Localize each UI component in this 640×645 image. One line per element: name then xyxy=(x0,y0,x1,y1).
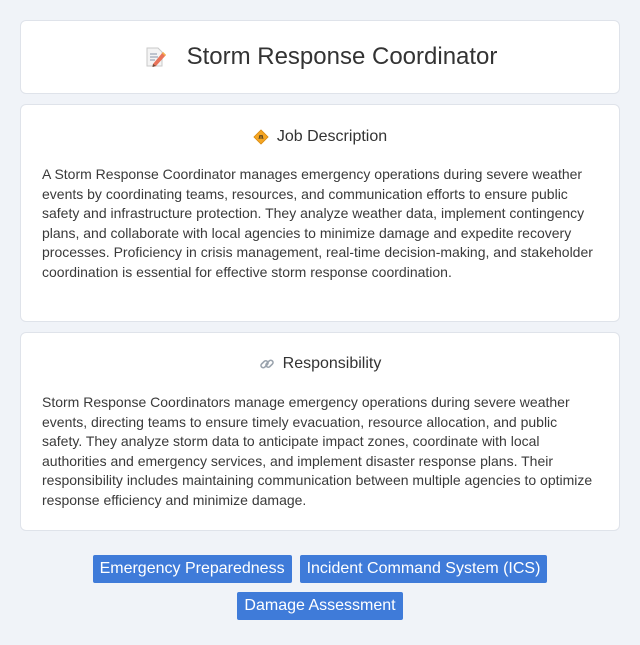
job-description-card xyxy=(20,104,620,322)
responsibility-card xyxy=(20,332,620,531)
page-title: Storm Response Coordinator xyxy=(186,43,498,70)
tag-emergency-preparedness[interactable]: Emergency Preparedness xyxy=(93,555,292,583)
tag-incident-command-system[interactable]: Incident Command System (ICS) xyxy=(300,555,548,583)
responsibility-heading xyxy=(42,354,598,374)
tag-damage-assessment[interactable]: Damage Assessment xyxy=(237,592,402,620)
title-card xyxy=(20,20,620,94)
skill-tags xyxy=(20,555,620,620)
job-description-title: Job Description xyxy=(276,128,388,145)
road-sign-icon xyxy=(253,129,269,145)
page-title-row xyxy=(143,43,498,71)
job-description-text: A Storm Response Coordinator manages emergency operations during severe weather events by coordinating teams, resources, and communication efforts to ensure public safety and infrastructure protection. They analyze weather data, implement contingency plans, and collaborate with local agencies to minimize damage and expedite recovery processes. Proficiency in crisis management, real-time decision-making, and stakeholder coordination is essential for effective storm response coordination. xyxy=(42,166,593,280)
job-description-heading xyxy=(42,127,598,147)
memo-pencil-icon xyxy=(143,45,167,69)
responsibility-title: Responsibility xyxy=(282,355,382,372)
responsibility-text: Storm Response Coordinators manage emergency operations during severe weather events, directing teams to ensure timely evacuation, resource allocation, and public safety. They analyze storm data to anticipate impact zones, coordinate with local authorities and emergency services, and implement disaster response plans. Their responsibility includes maintaining communication between multiple agencies to optimize response efficiency and minimize damage. xyxy=(42,394,593,508)
link-icon xyxy=(259,356,275,372)
